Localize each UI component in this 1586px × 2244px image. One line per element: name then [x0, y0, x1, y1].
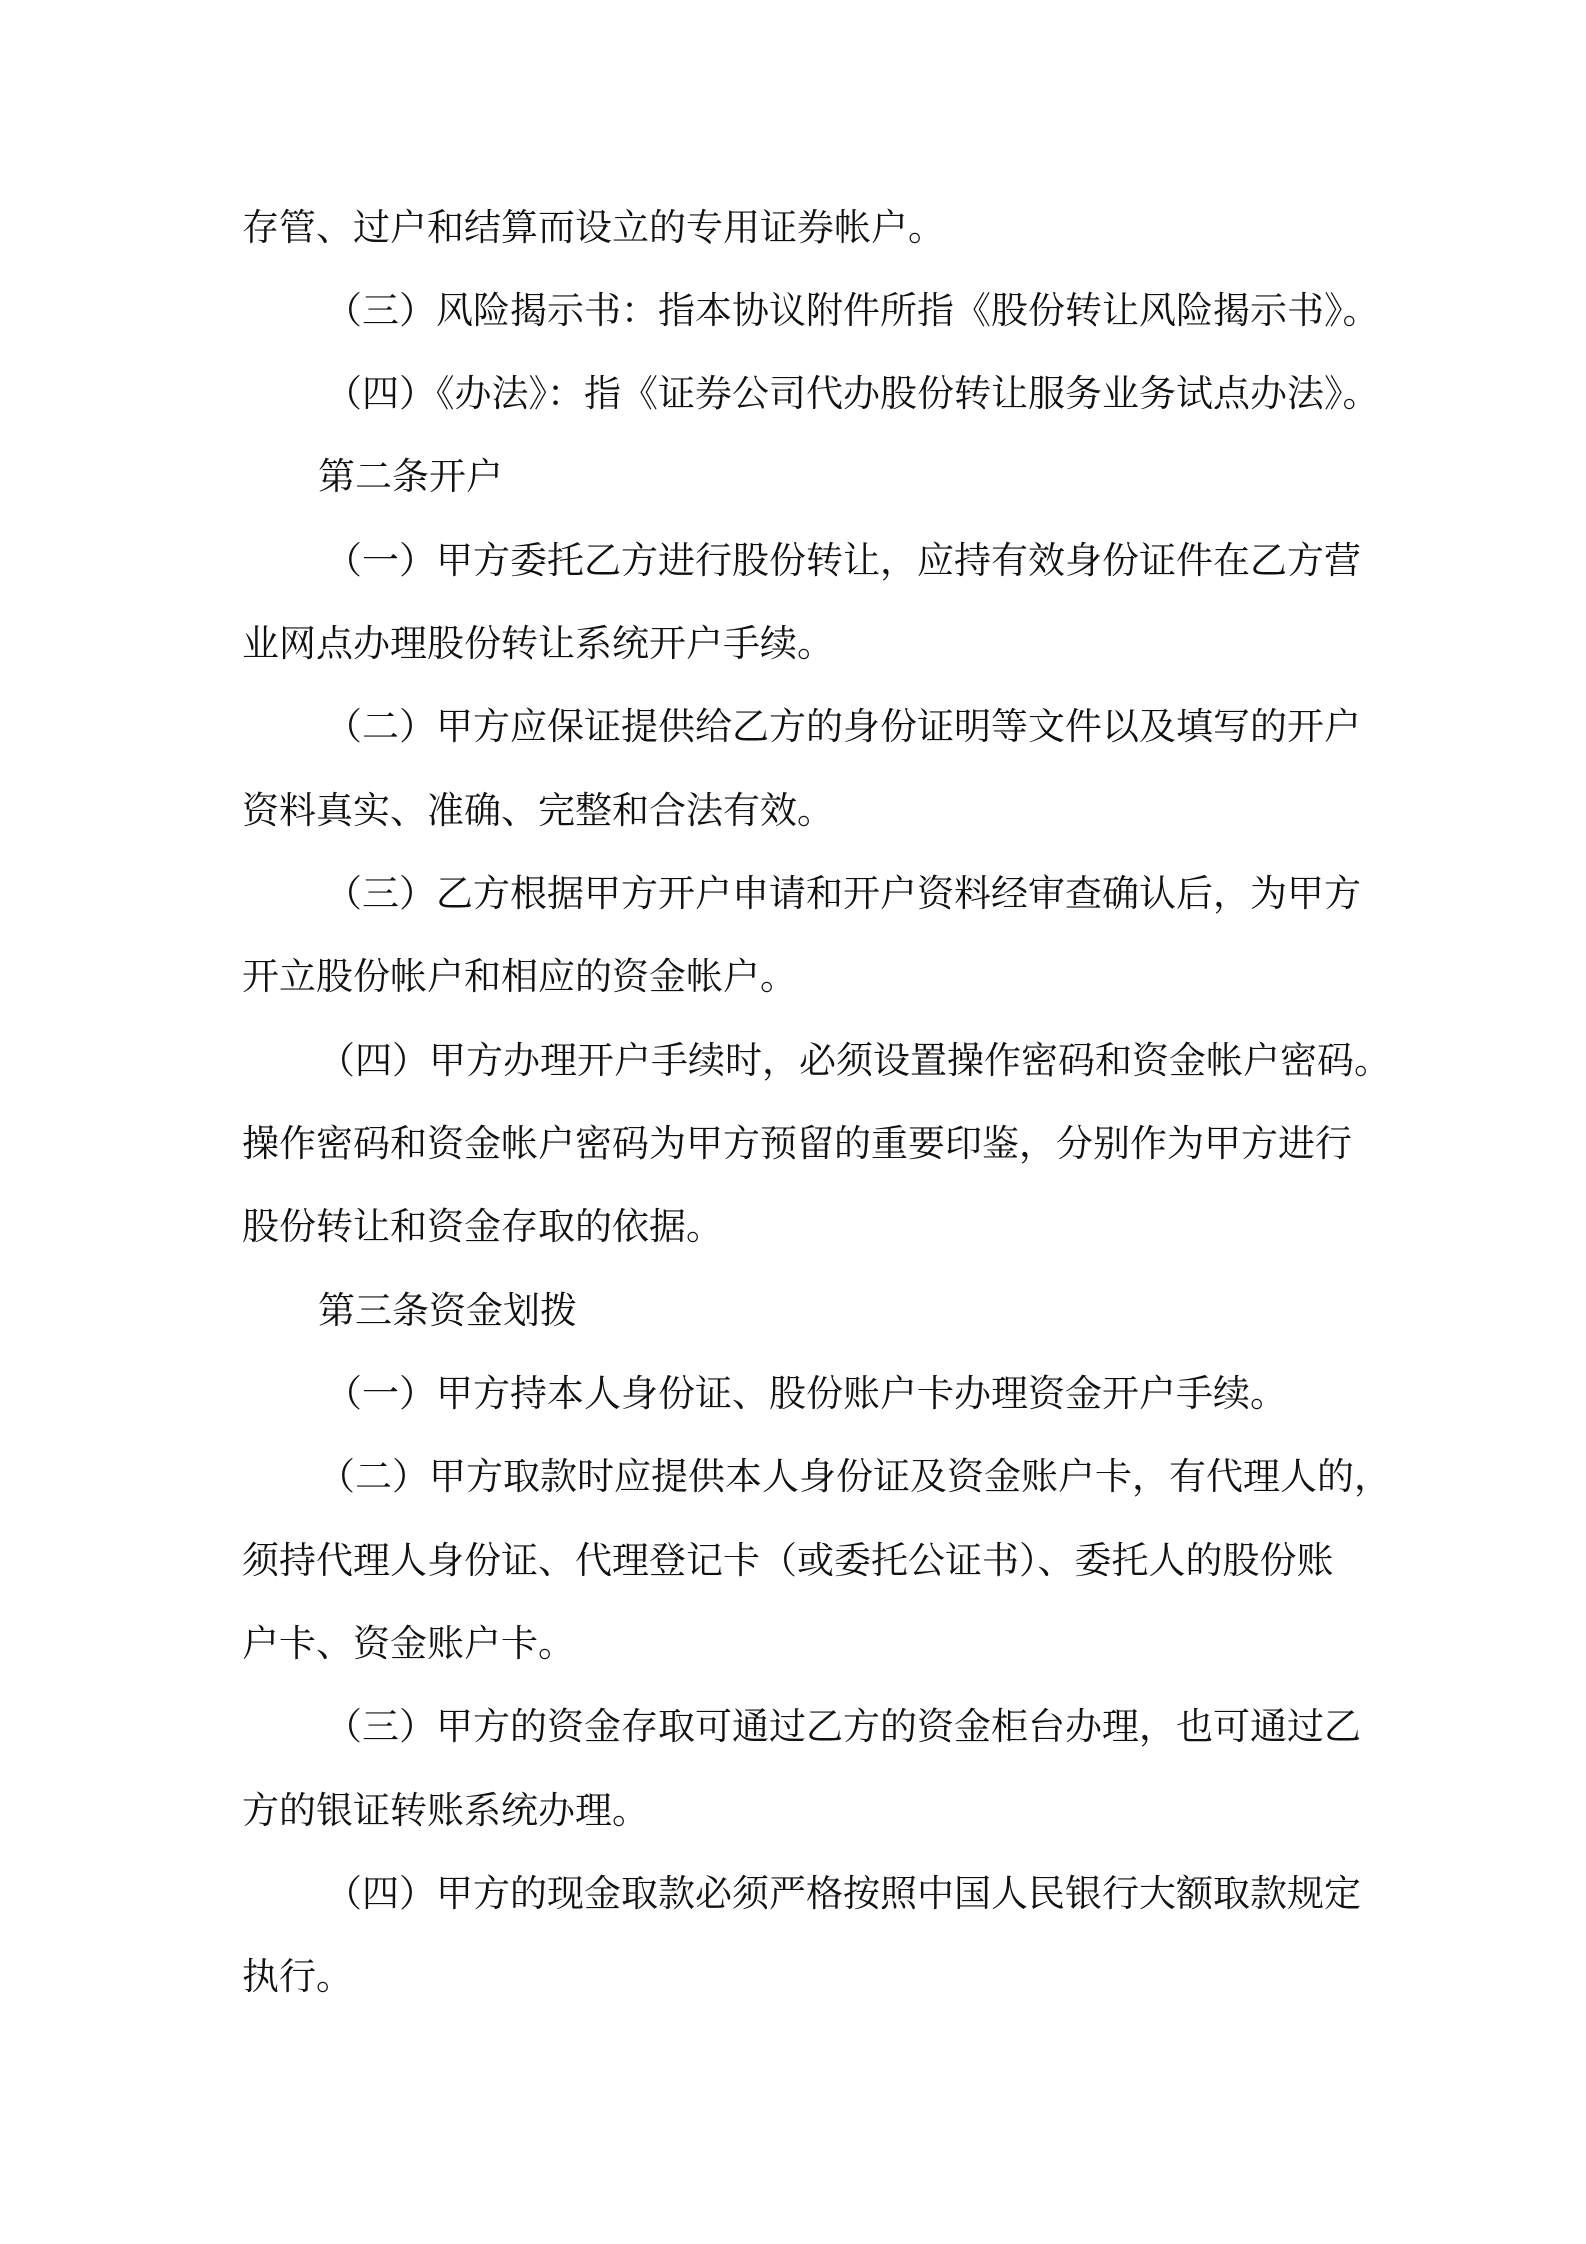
text-line: （四）甲方办理开户手续时，必须设置操作密码和资金帐户密码。 — [318, 1039, 1391, 1082]
text-line: （二）甲方应保证提供给乙方的身份证明等文件以及填写的开户 — [325, 705, 1361, 748]
text-line: 须持代理人身份证、代理登记卡（或委托公证书）、委托人的股份账 — [242, 1539, 1334, 1582]
text-line: 方的银证转账系统办理。 — [242, 1789, 649, 1832]
text-line: （二）甲方取款时应提供本人身份证及资金账户卡，有代理人的， — [318, 1455, 1391, 1498]
text-line: （一）甲方委托乙方进行股份转让，应持有效身份证件在乙方营 — [325, 539, 1361, 582]
text-line: 执行。 — [242, 1955, 353, 1998]
text-line: 存管、过户和结算而设立的专用证券帐户。 — [242, 206, 945, 249]
text-line: （三）风险揭示书：指本协议附件所指《股份转让风险揭示书》。 — [325, 289, 1380, 332]
text-line: （三）甲方的资金存取可通过乙方的资金柜台办理，也可通过乙 — [325, 1705, 1361, 1748]
text-line: 资料真实、准确、完整和合法有效。 — [242, 789, 834, 832]
text-line: （一）甲方持本人身份证、股份账户卡办理资金开户手续。 — [325, 1372, 1287, 1415]
text-line: 业网点办理股份转让系统开户手续。 — [242, 622, 834, 665]
text-line: 户卡、资金账户卡。 — [242, 1622, 575, 1665]
text-line: （四）《办法》：指《证券公司代办股份转让服务业务试点办法》。 — [325, 372, 1380, 415]
section-heading: 第二条开户 — [318, 455, 503, 498]
text-line: 开立股份帐户和相应的资金帐户。 — [242, 955, 797, 998]
text-line: 操作密码和资金帐户密码为甲方预留的重要印鉴，分别作为甲方进行 — [242, 1122, 1352, 1165]
text-line: （三）乙方根据甲方开户申请和开户资料经审查确认后，为甲方 — [325, 872, 1361, 915]
section-heading: 第三条资金划拨 — [318, 1289, 577, 1332]
text-line: 股份转让和资金存取的依据。 — [242, 1205, 723, 1248]
text-line: （四）甲方的现金取款必须严格按照中国人民银行大额取款规定 — [325, 1872, 1361, 1915]
